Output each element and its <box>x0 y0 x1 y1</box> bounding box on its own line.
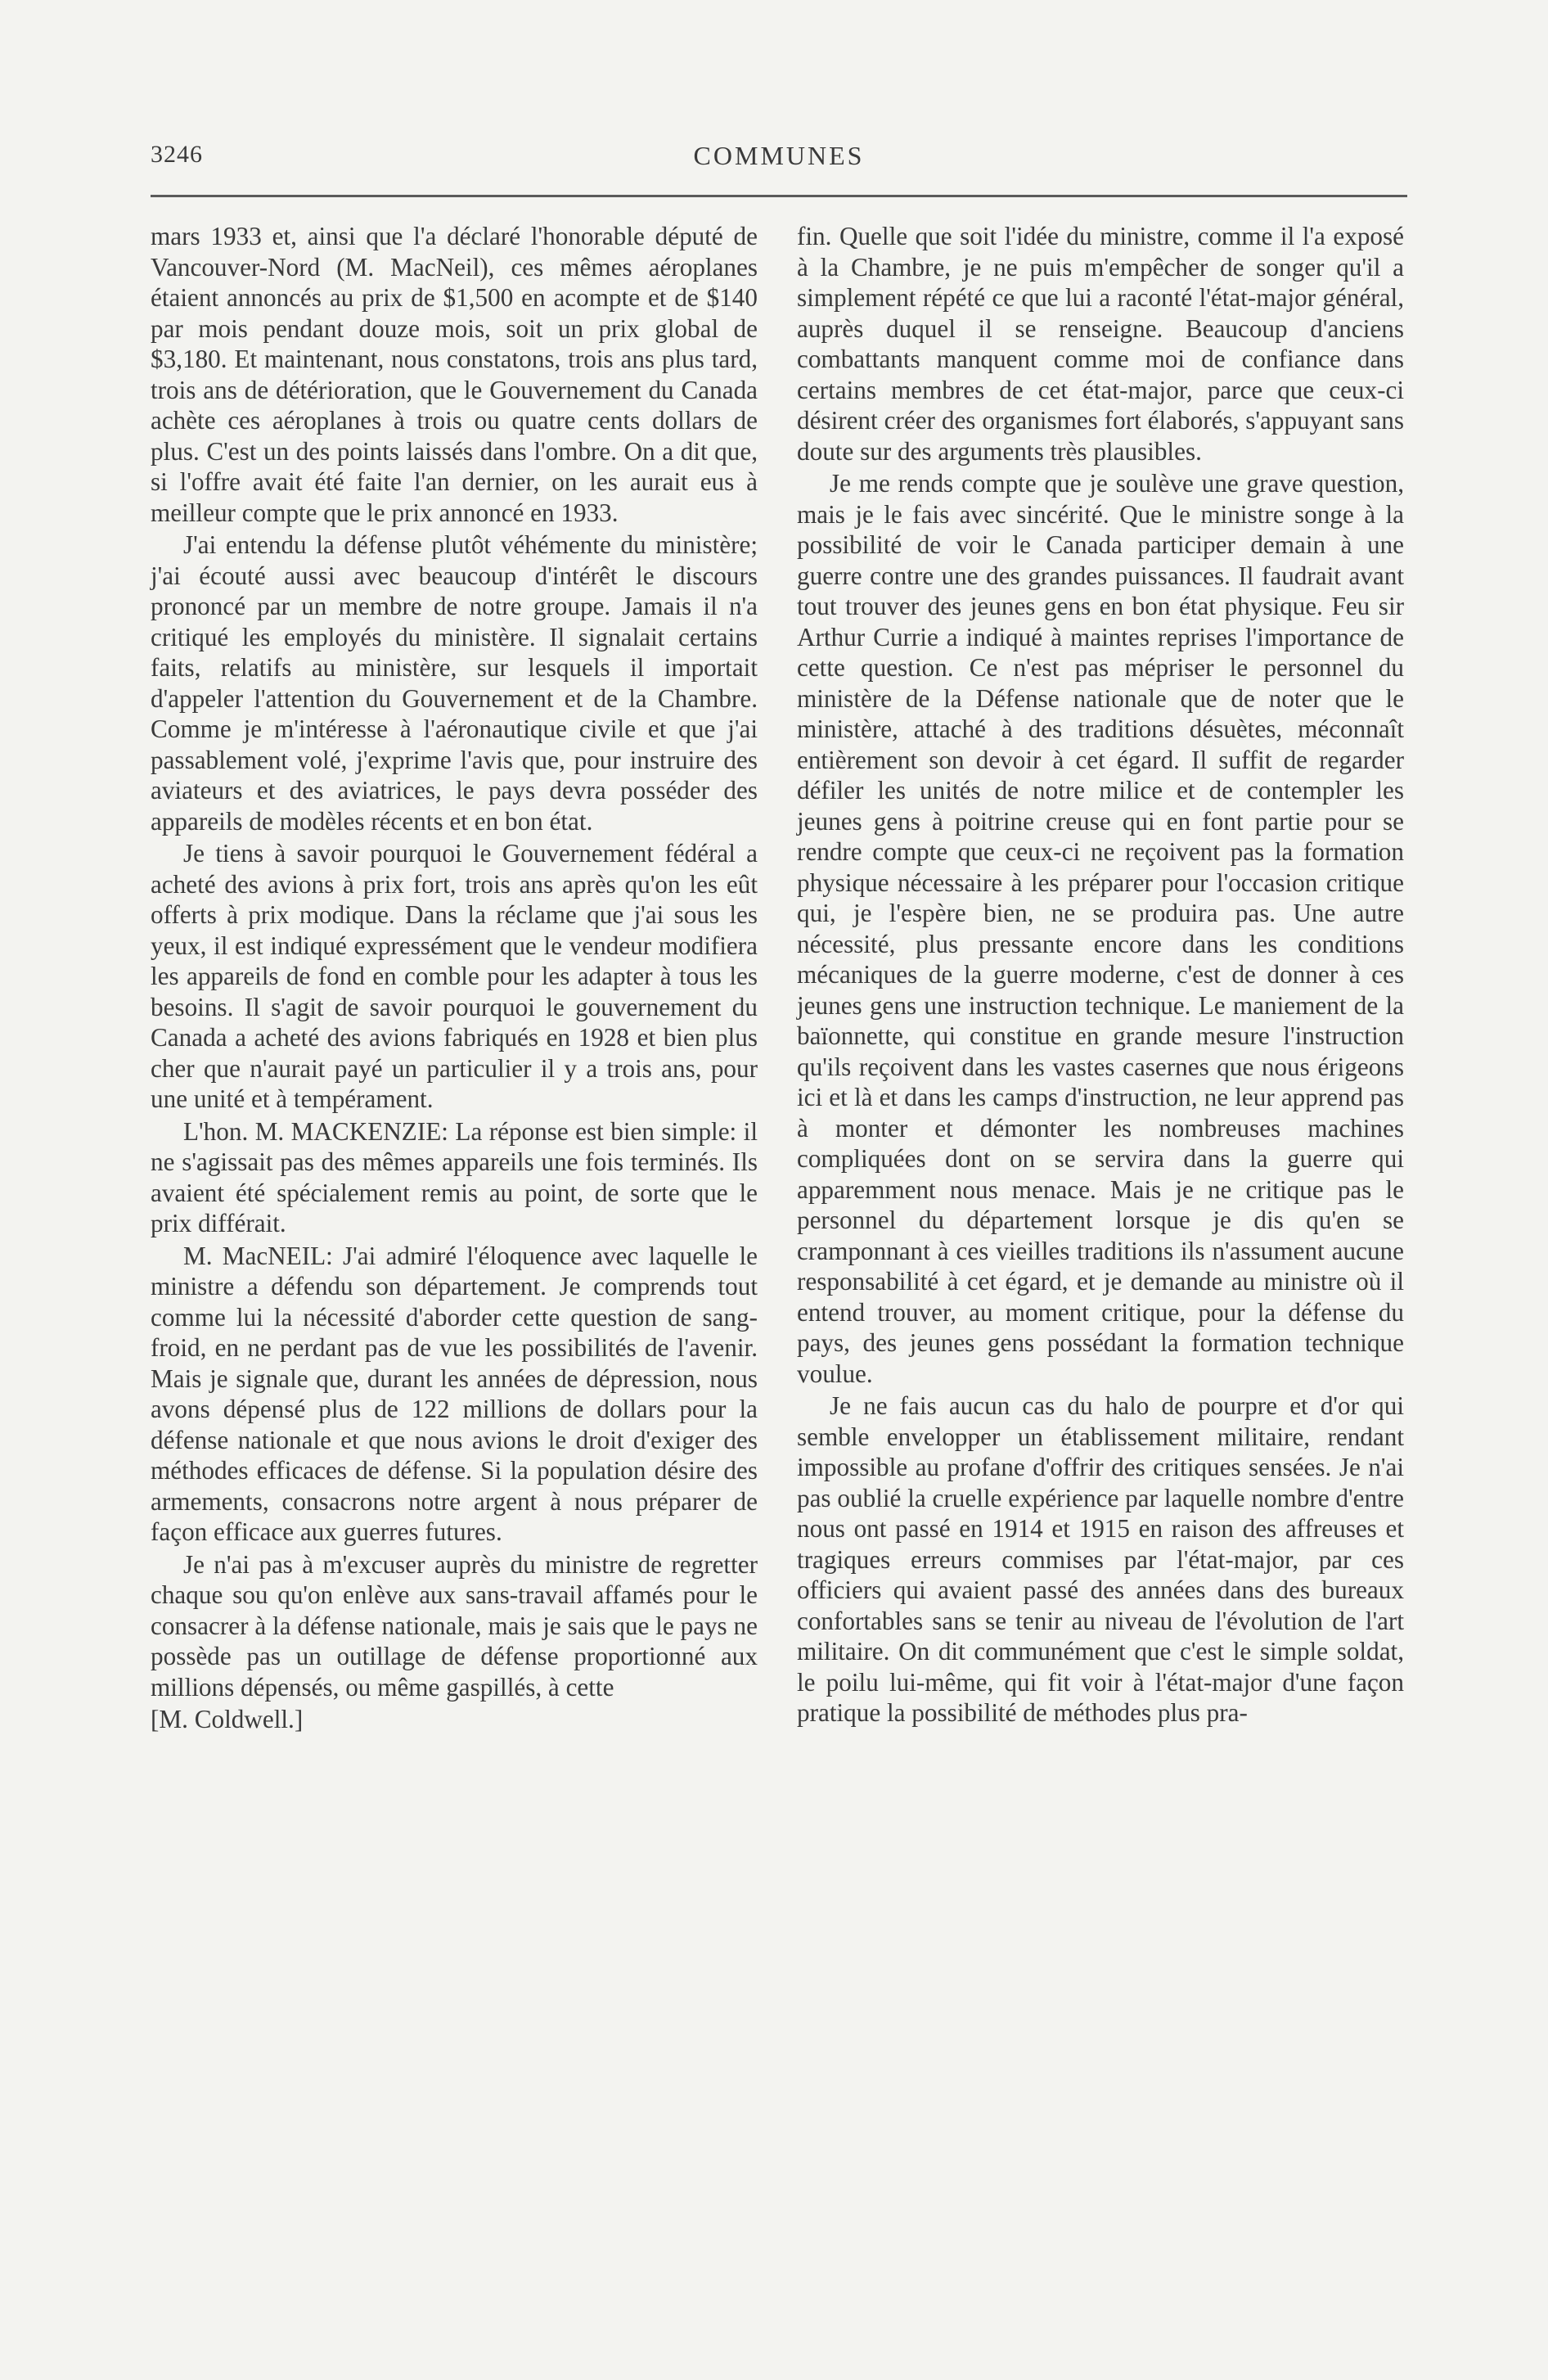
speaker-reference: [M. Coldwell.] <box>151 1705 304 1733</box>
paragraph: Je me rends compte que je soulève une grave question, mais je le fais avec sincérité. Que le ministre songe à la possibilité de voir le Canada participer demain à une guerre contre une des grandes puissances. Il faudrait avant tout trouver des jeunes gens en bon état physique. Feu sir Arthur Currie a indiqué à maintes reprises l'importance de cette question. Ce n'est pas mépriser le personnel du ministère de la Défense nationale que de noter que le ministère, attaché à des traditions désuètes, méconnaît entièrement son devoir à cet égard. Il suffit de regarder défiler les unités de notre milice et de contempler les jeunes gens à poitrine creuse qui en font partie pour se rendre compte que ceux-ci ne reçoivent pas la formation physique nécessaire à les préparer pour l'occasion critique qui, je l'espère bien, ne se produira pas. Une autre nécessité, plus pressante encore dans les conditions mécaniques de la guerre moderne, c'est de donner à ces jeunes gens une instruction technique. Le maniement de la baïonnette, qui constitue en grande mesure l'instruction qu'ils reçoivent dans les vastes casernes que nous érigeons ici et là et dans les camps d'instruction, ne leur apprend pas à monter et démonter les nombreuses machines compliquées dont on se servira dans la guerre qui apparemment nous menace. Mais je ne critique pas le personnel du département lorsque je dis qu'en se cramponnant à ces vieilles traditions ils n'assument aucune responsabilité à cet égard, et je demande au ministre où il entend trouver, au moment critique, pour la défense du pays, des jeunes gens possédant la formation technique voulue. <box>797 469 1404 1388</box>
paragraph: mars 1933 et, ainsi que l'a déclaré l'honorable député de Vancouver-Nord (M. MacNeil), ces mêmes aéroplanes étaient annoncés au prix de $1,500 en acompte et de $140 par mois pendant douze mois, soit un prix global de $3,180. Et maintenant, nous constatons, trois ans plus tard, trois ans de détérioration, que le Gouvernement du Canada achète ces aéroplanes à trois ou quatre cents dollars de plus. C'est un des points laissés dans l'ombre. On a dit que, si l'offre avait été faite l'an dernier, on les aurait eus à meilleur compte que le prix annoncé en 1933. <box>151 222 758 527</box>
running-head: COMMUNES <box>693 141 865 170</box>
page-number: 3246 <box>151 141 203 168</box>
paragraph: Je ne fais aucun cas du halo de pourpre et d'or qui semble envelopper un établissement militaire, rendant impossible au profane d'offrir des critiques sensées. Je n'ai pas oublié la cruelle expérience par laquelle nombre d'entre nous ont passé en 1914 et 1915 en raison des affreuses et tragiques erreurs commises par l'état-major, par ces officiers qui avaient passé des années dans des bureaux confortables sans se tenir au niveau de l'évolution de l'art militaire. On dit communément que c'est le simple soldat, le poilu lui-même, qui fit voir à l'état-major d'une façon pratique la possibilité de méthodes plus pra- <box>797 1391 1404 1727</box>
paragraph: fin. Quelle que soit l'idée du ministre, comme il l'a exposé à la Chambre, je ne puis m'empêcher de songer qu'il a simplement répété ce que lui a raconté l'état-major général, auprès duquel il se renseigne. Beaucoup d'anciens combattants manquent comme moi de confiance dans certains membres de cet état-major, parce que ceux-ci désirent créer des organismes fort élaborés, s'appuyant sans doute sur des arguments très plausibles. <box>797 222 1404 466</box>
left-column <box>151 221 758 1735</box>
paragraph: L'hon. M. MACKENZIE: La réponse est bien simple: il ne s'agissait pas des mêmes appareils une fois terminés. Ils avaient été spécialement remis au point, de sorte que le prix différait. <box>151 1116 758 1237</box>
page-header <box>151 141 1407 182</box>
right-column <box>797 221 1404 1729</box>
paragraph: Je n'ai pas à m'excuser auprès du ministre de regretter chaque sou qu'on enlève aux sans-travail affamés pour le consacrer à la défense nationale, mais je sais que le pays ne possède pas un outillage de défense proportionné aux millions dépensés, ou même gaspillés, à cette <box>151 1549 758 1702</box>
header-rule <box>151 195 1407 197</box>
paragraph: M. MacNEIL: J'ai admiré l'éloquence avec laquelle le ministre a défendu son département. Je comprends tout comme lui la nécessité d'aborder cette question de sang-froid, en ne perdant pas de vue les possibilités de l'avenir. Mais je signale que, durant les années de dépression, nous avons dépensé plus de 122 millions de dollars pour la défense nationale et que nous avions le droit d'exiger des méthodes efficaces de défense. Si la population désire des armements, consacrons notre argent à nous préparer de façon efficace aux guerres futures. <box>151 1241 758 1546</box>
paragraph: J'ai entendu la défense plutôt véhémente du ministère; j'ai écouté aussi avec beaucoup d'intérêt le discours prononcé par un membre de notre groupe. Jamais il n'a critiqué les employés du ministère. Il signalait certains faits, relatifs au ministère, sur lesquels il importait d'appeler l'attention du Gouvernement et de la Chambre. Comme je m'intéresse à l'aéronautique civile et que j'ai passablement volé, j'exprime l'avis que, pour instruire des aviateurs et des aviatrices, le pays devra posséder des appareils de modèles récents et en bon état. <box>151 530 758 836</box>
paragraph: Je tiens à savoir pourquoi le Gouvernement fédéral a acheté des avions à prix fort, trois ans après qu'on les eût offerts à prix modique. Dans la réclame que j'ai sous les yeux, il est indiqué expressément que le vendeur modifiera les appareils de fond en comble pour les adapter à tous les besoins. Il s'agit de savoir pourquoi le gouvernement du Canada a acheté des avions fabriqués en 1928 et bien plus cher que n'aurait payé un particulier il y a trois ans, pour une unité et à tempérament. <box>151 839 758 1113</box>
